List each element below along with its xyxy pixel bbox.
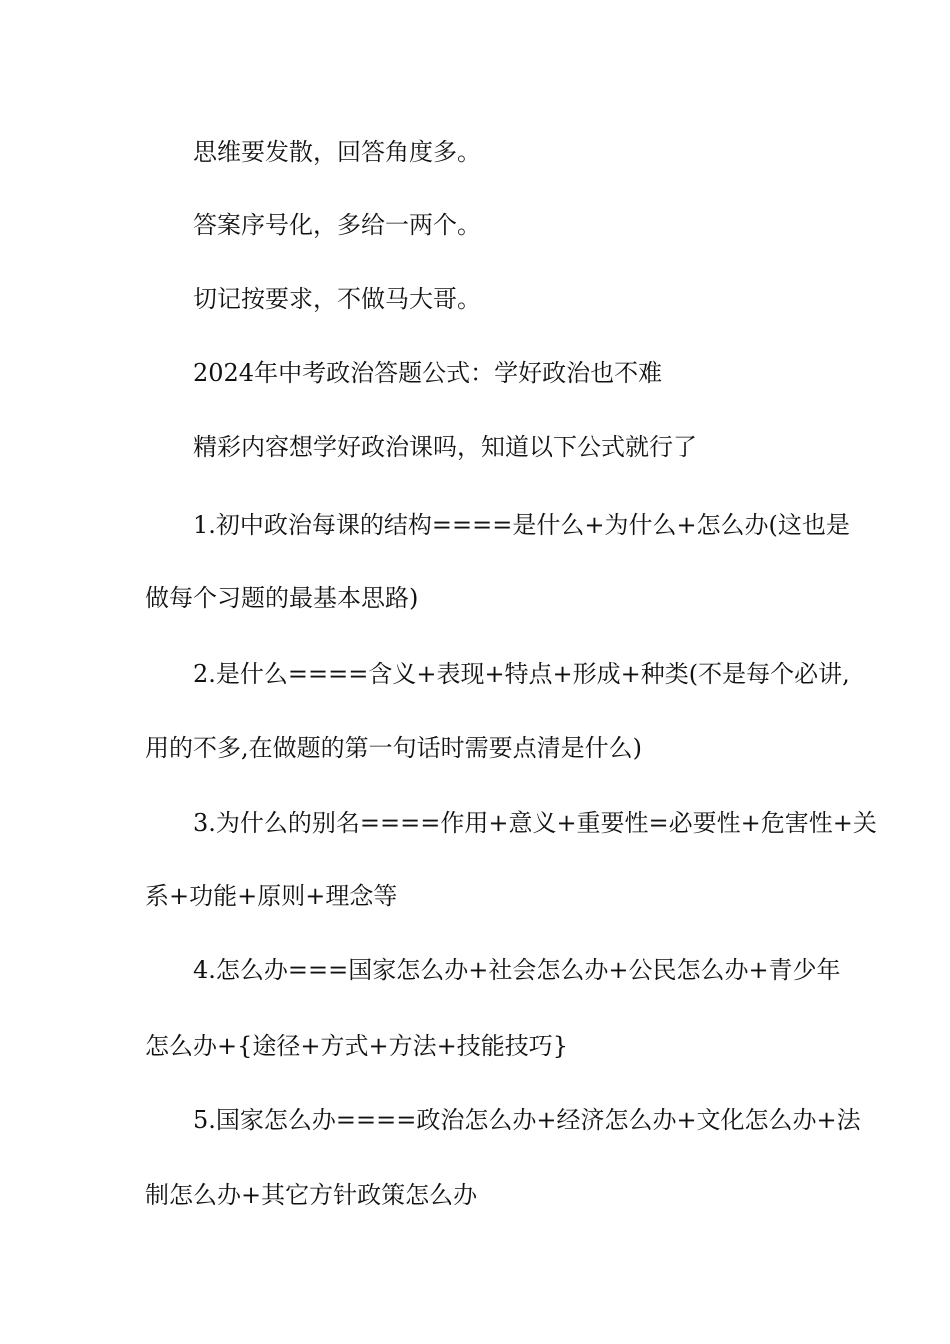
formula-4-line: 4.怎么办===国家怎么办+社会怎么办+公民怎么办+青少年 (193, 956, 841, 984)
formula-3-line: 3.为什么的别名====作用+意义+重要性=必要性+危害性+关 (193, 809, 877, 837)
formula-2-continuation: 用的不多,在做题的第一句话时需要点清是什么) (145, 734, 642, 762)
formula-1-continuation: 做每个习题的最基本思路) (145, 584, 419, 612)
text-line: 精彩内容想学好政治课吗，知道以下公式就行了 (193, 433, 697, 461)
formula-3-continuation: 系+功能+原则+理念等 (145, 882, 398, 910)
text-line: 答案序号化，多给一两个。 (193, 211, 481, 239)
formula-1-line: 1.初中政治每课的结构====是什么+为什么+怎么办(这也是 (193, 511, 850, 539)
text-line: 思维要发散，回答角度多。 (193, 138, 481, 166)
formula-5-line: 5.国家怎么办====政治怎么办+经济怎么办+文化怎么办+法 (193, 1106, 861, 1134)
text-line: 切记按要求，不做马大哥。 (193, 285, 481, 313)
formula-2-line: 2.是什么====含义+表现+特点+形成+种类(不是每个必讲, (193, 660, 850, 688)
formula-4-continuation: 怎么办+{途径+方式+方法+技能技巧} (145, 1032, 568, 1060)
formula-5-continuation: 制怎么办+其它方针政策怎么办 (145, 1181, 478, 1209)
heading-line: 2024年中考政治答题公式：学好政治也不难 (193, 359, 663, 387)
